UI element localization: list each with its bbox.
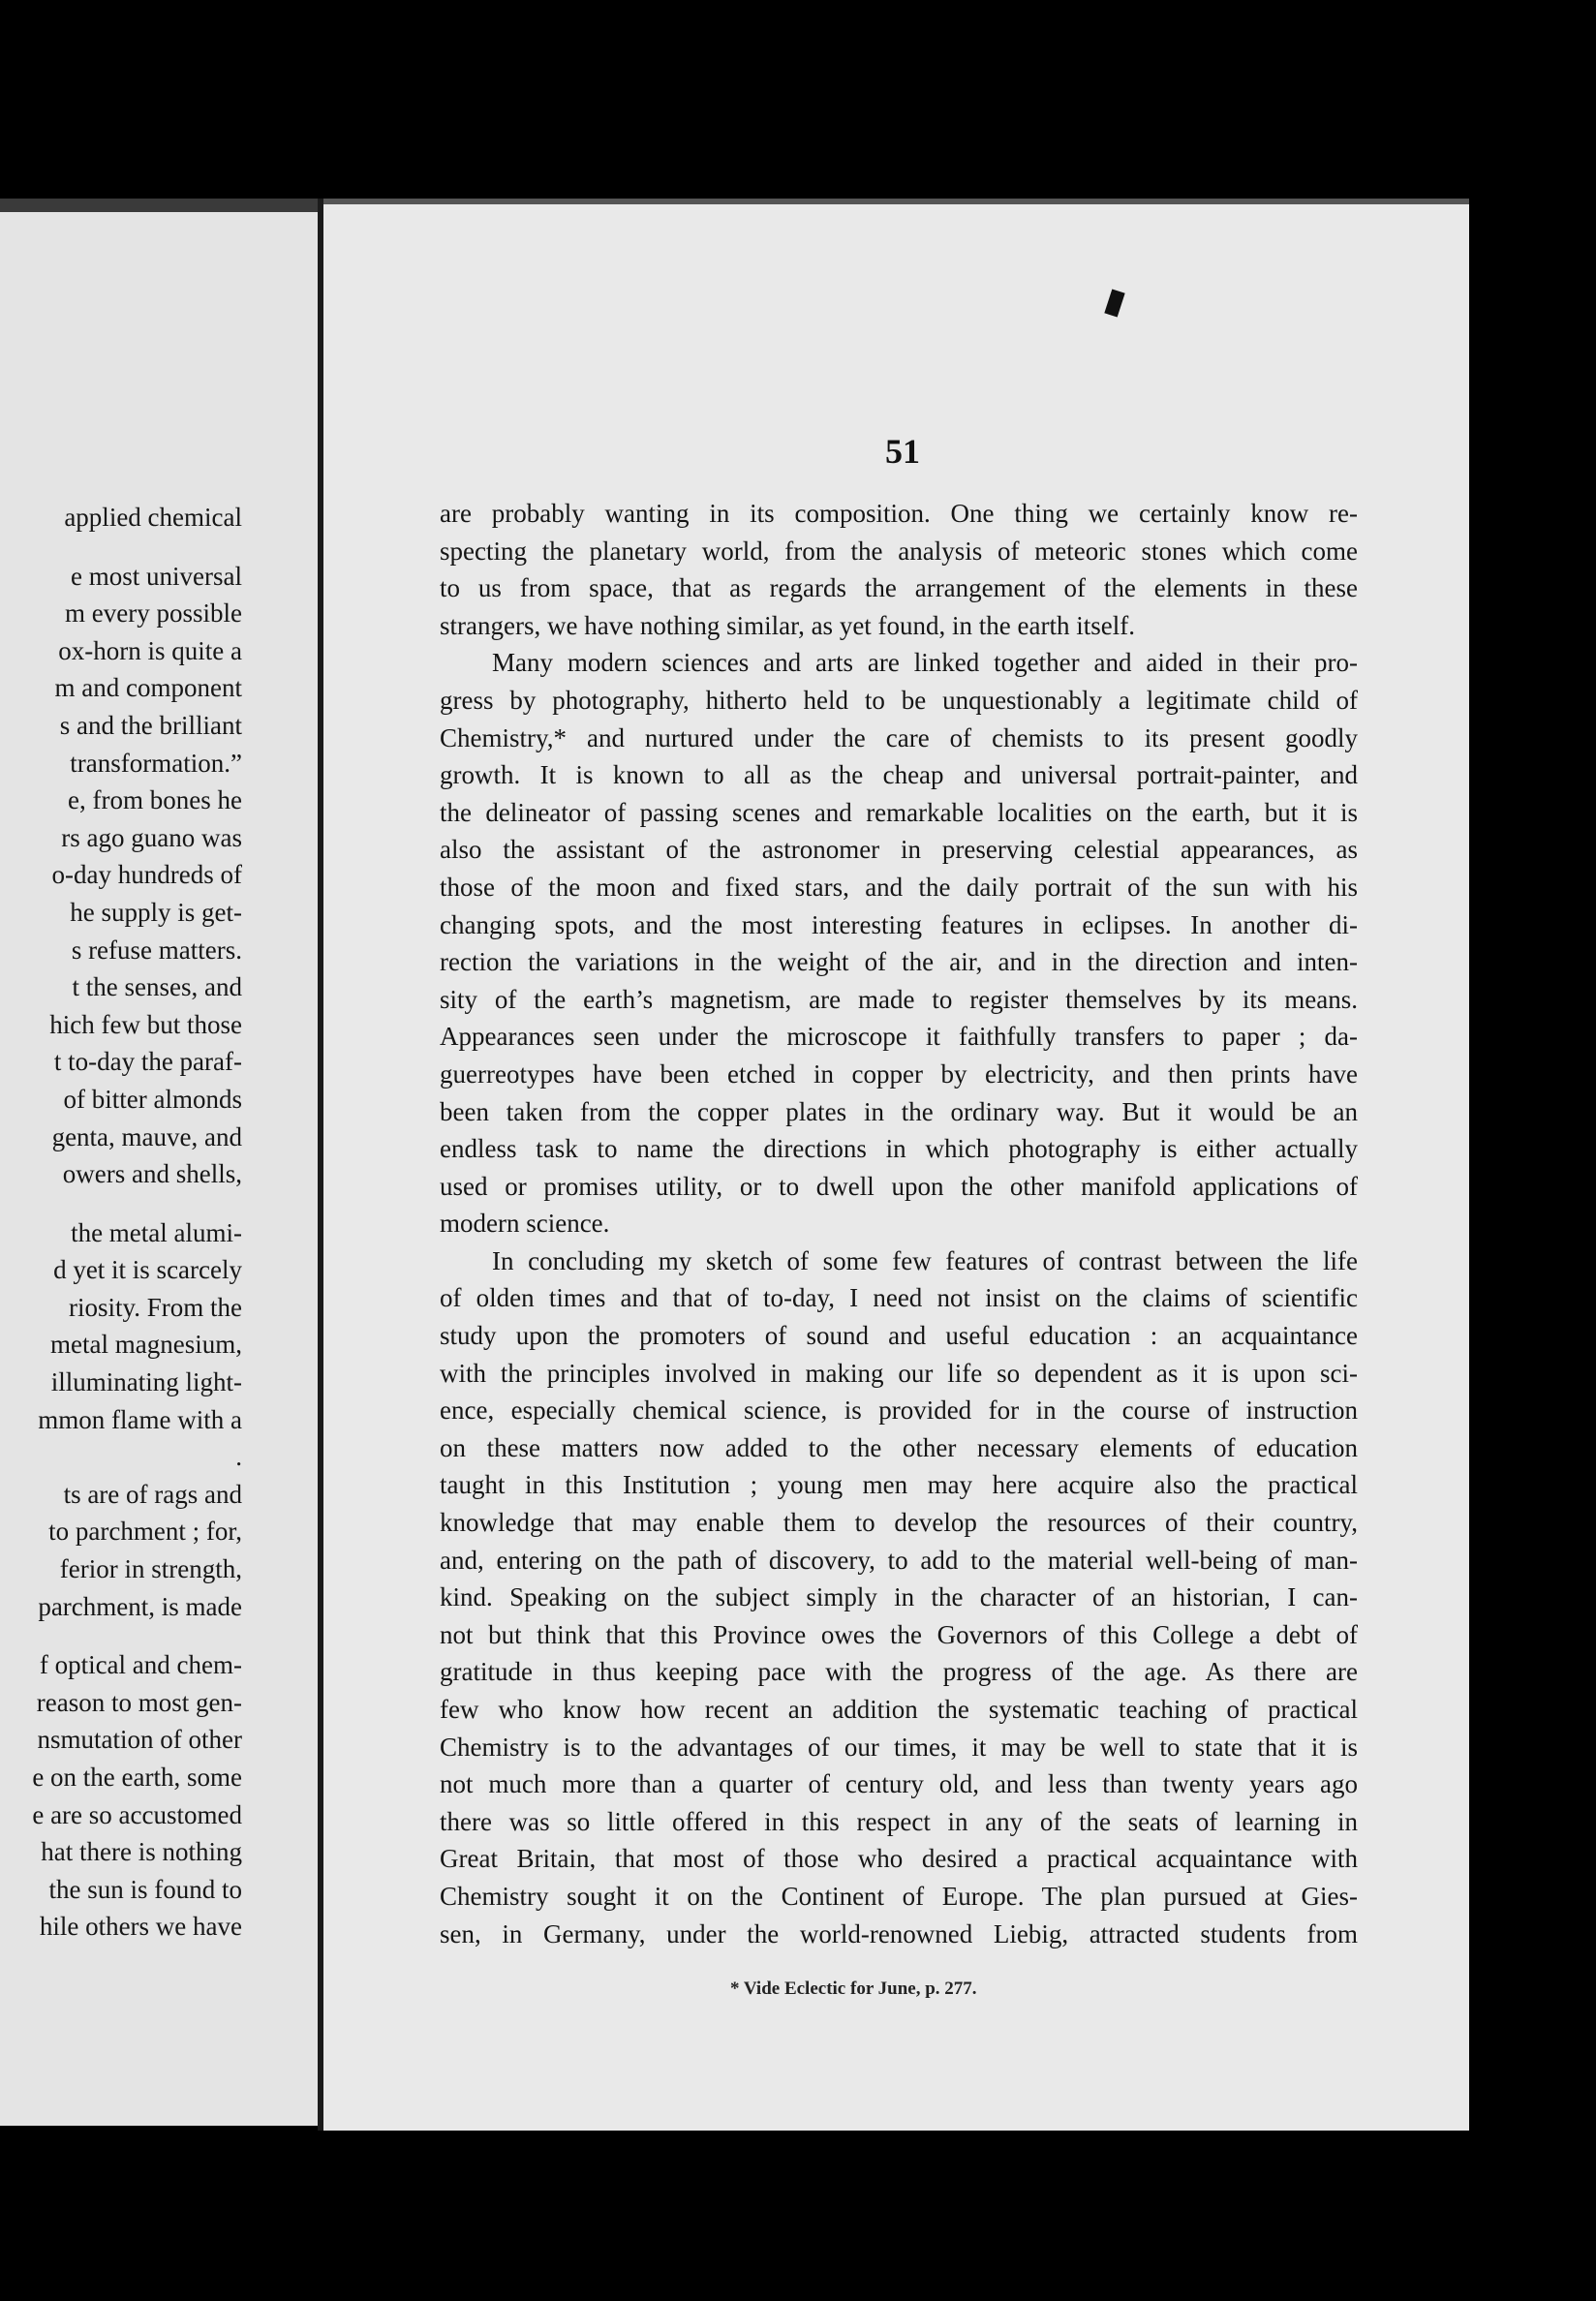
text-line: In concluding my sketch of some few features of contrast between the life — [492, 1245, 1358, 1275]
text-line: growth. It is known to all as the cheap and universal portrait-painter, and — [440, 760, 1358, 790]
left-text-line: e are so accustomed — [32, 1799, 242, 1829]
left-text-line: . — [235, 1442, 242, 1472]
left-page-top-shadow — [0, 199, 318, 212]
left-text-line: t the senses, and — [72, 972, 242, 1002]
text-line: sity of the earth’s magnetism, are made to register themselves by its means. — [440, 984, 1358, 1014]
text-line: guerreotypes have been etched in copper by electricity, and then prints have — [440, 1058, 1358, 1089]
left-text-line: the metal alumi- — [71, 1217, 242, 1247]
left-text-line: s and the brilliant — [59, 710, 242, 740]
text-line: also the assistant of the astronomer in preserving celestial appearances, as — [440, 835, 1358, 865]
left-page-text — [32, 499, 242, 1946]
paragraph-gap — [32, 1193, 242, 1214]
left-text-line: hich few but those — [49, 1009, 242, 1039]
left-text-line: mmon flame with a — [38, 1404, 242, 1434]
text-line: on these matters now added to the other necessary elements of education — [440, 1432, 1358, 1462]
left-text-line: ox-horn is quite a — [58, 635, 242, 665]
left-text-line: e, from bones he — [68, 785, 242, 815]
text-line: specting the planetary world, from the analysis of meteoric stones which come — [440, 536, 1358, 566]
left-text-line: ts are of rags and — [63, 1479, 242, 1509]
left-text-line: o-day hundreds of — [51, 860, 242, 890]
left-text-line: transformation.” — [70, 748, 242, 778]
text-line: there was so little offered in this respect in any of the seats of learning in — [440, 1806, 1358, 1836]
text-line: Appearances seen under the microscope it faithfully transfers to paper ; da- — [440, 1022, 1358, 1052]
left-text-line: f optical and chem- — [39, 1650, 242, 1680]
text-line: strangers, we have nothing similar, as yet found, in the earth itself. — [440, 610, 1135, 640]
text-line: of olden times and that of to-day, I need not insist on the claims of scientific — [440, 1283, 1358, 1313]
text-line: Chemistry sought it on the Continent of Europe. The plan pursued at Gies- — [440, 1881, 1358, 1911]
left-text-line: m every possible — [65, 598, 242, 629]
text-line: knowledge that may enable them to develop the resources of their country, — [440, 1508, 1358, 1538]
footnote: * Vide Eclectic for June, p. 277. — [730, 1979, 977, 1999]
left-text-line: illuminating light- — [50, 1367, 242, 1397]
text-line: gress by photography, hitherto held to be unquestionably a legitimate child of — [440, 685, 1358, 715]
text-line: sen, in Germany, under the world-renowned Liebig, attracted students from — [440, 1918, 1358, 1948]
left-text-line: s refuse matters. — [71, 935, 242, 965]
text-line: few who know how recent an addition the systematic teaching of practical — [440, 1695, 1358, 1724]
left-text-line: nsmutation of other — [37, 1725, 242, 1755]
left-text-line: metal magnesium, — [50, 1330, 242, 1360]
text-line: Chemistry,* and nurtured under the care of chemists to its present goodly — [440, 722, 1358, 752]
right-page-top-shadow — [323, 199, 1469, 204]
left-text-line: applied chemical — [64, 503, 242, 532]
text-line: not but think that this Province owes the Governors of this College a debt of — [440, 1619, 1358, 1649]
left-text-line: riosity. From the — [69, 1292, 242, 1322]
left-text-line: of bitter almonds — [63, 1084, 242, 1114]
text-line: changing spots, and the most interesting features in eclipses. In another di- — [440, 909, 1358, 939]
left-text-line: t to-day the paraf- — [53, 1047, 242, 1077]
text-line: are probably wanting in its composition. One thing we certainly know re- — [440, 499, 1358, 528]
left-text-line: the sun is found to — [48, 1874, 242, 1904]
left-text-line: hile others we have — [39, 1912, 242, 1942]
left-text-line: genta, mauve, and — [51, 1121, 242, 1151]
left-text-line: e most universal — [71, 561, 242, 591]
text-line: not much more than a quarter of century old, and less than twenty years ago — [440, 1769, 1358, 1799]
left-text-line: owers and shells, — [62, 1159, 242, 1189]
text-line: endless task to name the directions in which photography is either actually — [440, 1134, 1358, 1164]
text-line: been taken from the copper plates in the ordinary way. But it would be an — [440, 1096, 1358, 1126]
left-text-line: hat there is nothing — [41, 1837, 242, 1867]
page-number: 51 — [885, 432, 920, 471]
left-text-line: m and component — [54, 673, 242, 703]
text-line: with the principles involved in making our life so dependent as it is upon sci- — [440, 1358, 1358, 1388]
left-page — [0, 199, 318, 2126]
text-line: and, entering on the path of discovery, to add to the material well-being of man- — [440, 1545, 1358, 1575]
text-line: Many modern sciences and arts are linked together and aided in their pro- — [492, 648, 1358, 678]
text-line: modern science. — [440, 1209, 610, 1239]
text-line: ence, especially chemical science, is provided for in the course of instruction — [440, 1396, 1358, 1426]
body-text — [440, 495, 1358, 1952]
right-page — [323, 199, 1469, 2131]
text-line: taught in this Institution ; young men may here acquire also the practical — [440, 1470, 1358, 1500]
text-line: gratitude in thus keeping pace with the progress of the age. As there are — [440, 1657, 1358, 1687]
left-text-line: ferior in strength, — [59, 1554, 242, 1584]
text-line: rection the variations in the weight of the air, and in the direction and inten- — [440, 947, 1358, 977]
text-line: used or promises utility, or to dwell upon the other manifold applications of — [440, 1171, 1358, 1201]
text-line: Great Britain, that most of those who desired a practical acquaintance with — [440, 1844, 1358, 1874]
paragraph-gap — [32, 1625, 242, 1646]
left-text-line: he supply is get- — [70, 897, 242, 927]
left-text-line: d yet it is scarcely — [53, 1255, 242, 1285]
text-line: those of the moon and fixed stars, and the daily portrait of the sun with his — [440, 872, 1358, 902]
left-text-line: rs ago guano was — [61, 822, 242, 852]
text-line: study upon the promoters of sound and useful education : an acquaintance — [440, 1321, 1358, 1351]
left-text-line: e on the earth, some — [32, 1763, 242, 1792]
text-line: to us from space, that as regards the arrangement of the elements in these — [440, 573, 1358, 603]
text-line: Chemistry is to the advantages of our times, it may be well to state that it is — [440, 1732, 1358, 1762]
left-text-line: parchment, is made — [38, 1591, 242, 1621]
paragraph-gap — [32, 537, 242, 558]
left-text-line: reason to most gen- — [36, 1687, 242, 1717]
ink-mark — [1104, 289, 1124, 317]
text-line: the delineator of passing scenes and remarkable localities on the earth, but it is — [440, 797, 1358, 827]
left-text-line: to parchment ; for, — [48, 1517, 242, 1547]
text-line: kind. Speaking on the subject simply in the character of an historian, I can- — [440, 1582, 1358, 1612]
